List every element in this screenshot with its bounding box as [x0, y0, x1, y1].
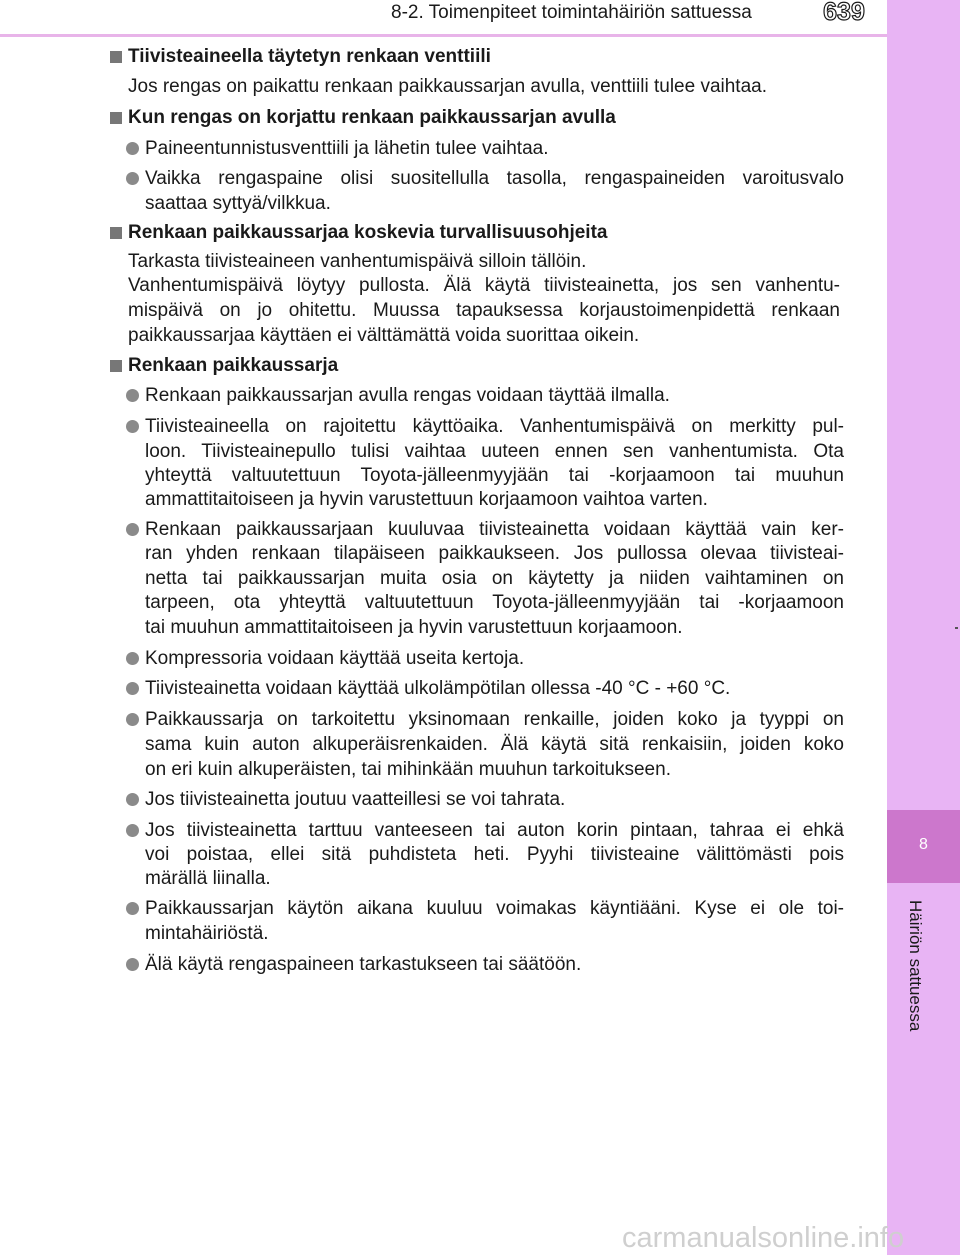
bullet-text: ammattitaitoiseen ja hyvin varustettuun korjaamoon vaihtoa varten.: [145, 489, 708, 510]
header-rule: [0, 34, 887, 37]
bullet-text: mintahäiriöstä.: [145, 923, 269, 944]
section-heading: Renkaan paikkaussarja: [128, 355, 339, 376]
bullet-text: Vaikka rengaspaine olisi suositellulla tasolla, rengaspaineiden varoitusvalo: [145, 168, 844, 189]
bullet-text: loon. Tiivisteainepullo tulisi vaihtaa uuteen ennen sen vanhentumista. Ota: [145, 441, 844, 462]
chapter-number: 8: [919, 836, 928, 853]
bullet-dot: [126, 713, 139, 726]
section-heading: Renkaan paikkaussarjaa koskevia turvallisuusohjeita: [128, 222, 608, 243]
bullet-dot: [126, 902, 139, 915]
bullet-text: Paineentunnistusventtiili ja lähetin tulee vaihtaa.: [145, 138, 549, 159]
paragraph-line: Jos rengas on paikattu renkaan paikkaussarjan avulla, venttiili tulee vaihtaa.: [128, 76, 767, 97]
bullet-text: Tiivisteainetta voidaan käyttää ulkolämpötilan ollessa -40 °C - +60 °C.: [145, 678, 731, 699]
bullet-text: Tiivisteaineella on rajoitettu käyttöaika. Vanhentumispäivä on merkitty pul-: [145, 416, 844, 437]
bullet-text: Älä käytä rengaspaineen tarkastukseen tai säätöön.: [145, 954, 582, 975]
bullet-dot: [126, 652, 139, 665]
bullet-text: Renkaan paikkaussarjaan kuuluvaa tiivisteainetta voidaan käyttää vain ker-: [145, 519, 844, 540]
bullet-text: Kompressoria voidaan käyttää useita kertoja.: [145, 648, 525, 669]
watermark: carmanualsonline.info: [622, 1222, 905, 1254]
page-number: 639: [823, 0, 865, 26]
edge-tick-mark: [955, 627, 958, 629]
bullet-text: ran yhden renkaan tilapäiseen paikkaukseen. Jos pullossa olevaa tiivisteai-: [145, 543, 844, 564]
paragraph-line: Vanhentumispäivä löytyy pullosta. Älä käytä tiivisteainetta, jos sen vanhentu-: [128, 275, 840, 296]
bullet-dot: [126, 824, 139, 837]
section-square-bullet: [110, 360, 122, 372]
bullet-dot: [126, 793, 139, 806]
bullet-text: Renkaan paikkaussarjan avulla rengas voidaan täyttää ilmalla.: [145, 385, 670, 406]
bullet-text: saattaa syttyä/vilkkua.: [145, 193, 331, 214]
bullet-dot: [126, 958, 139, 971]
chapter-number-block: [887, 810, 960, 883]
chapter-label: Häiriön sattuessa: [906, 900, 925, 1032]
bullet-text: märällä liinalla.: [145, 868, 271, 889]
paragraph-line: mispäivä on jo ohitettu. Muussa tapauksessa korjaustoimenpidettä renkaan: [128, 300, 840, 321]
bullet-text: on eri kuin alkuperäisten, tai mihinkään muuhun tarkoitukseen.: [145, 759, 671, 780]
bullet-text: Jos tiivisteainetta joutuu vaatteillesi se voi tahrata.: [145, 789, 566, 810]
section-square-bullet: [110, 227, 122, 239]
bullet-text: Paikkaussarjan käytön aikana kuuluu voimakas käyntiääni. Kyse ei ole toi-: [145, 898, 844, 919]
bullet-text: netta tai paikkaussarjan muita osia on käytetty ja niiden vaihtaminen on: [145, 568, 844, 589]
bullet-text: sama kuin auton alkuperäisrenkaiden. Älä käytä sitä renkaisiin, joiden koko: [145, 734, 844, 755]
bullet-dot: [126, 172, 139, 185]
chapter-side-tab: [887, 0, 960, 1255]
bullet-text: Jos tiivisteainetta tarttuu vanteeseen tai auton korin pintaan, tahraa ei ehkä: [145, 820, 844, 841]
bullet-text: yhteyttä valtuutettuun Toyota-jälleenmyyjään tai -korjaamoon tai muuhun: [145, 465, 844, 486]
bullet-text: tai muuhun ammattitaitoiseen ja hyvin varustettuun korjaamoon.: [145, 617, 683, 638]
section-square-bullet: [110, 112, 122, 124]
bullet-dot: [126, 142, 139, 155]
bullet-dot: [126, 682, 139, 695]
bullet-text: tarpeen, ota yhteyttä valtuutettuun Toyota-jälleenmyyjään tai -korjaamoon: [145, 592, 844, 613]
bullet-text: voi poistaa, ellei sitä puhdisteta heti. Pyyhi tiivisteaine välittömästi pois: [145, 844, 844, 865]
bullet-dot: [126, 523, 139, 536]
section-square-bullet: [110, 51, 122, 63]
paragraph-line: paikkaussarjaa käyttäen ei välttämättä voida suorittaa oikein.: [128, 325, 640, 346]
section-heading: Kun rengas on korjattu renkaan paikkaussarjan avulla: [128, 107, 616, 128]
running-header: 8-2. Toimenpiteet toimintahäiriön sattuessa: [391, 2, 752, 23]
bullet-dot: [126, 420, 139, 433]
bullet-text: Paikkaussarja on tarkoitettu yksinomaan renkaille, joiden koko ja tyyppi on: [145, 709, 844, 730]
bullet-dot: [126, 389, 139, 402]
section-heading: Tiivisteaineella täytetyn renkaan venttiili: [128, 46, 491, 67]
paragraph-line: Tarkasta tiivisteaineen vanhentumispäivä silloin tällöin.: [128, 251, 587, 272]
